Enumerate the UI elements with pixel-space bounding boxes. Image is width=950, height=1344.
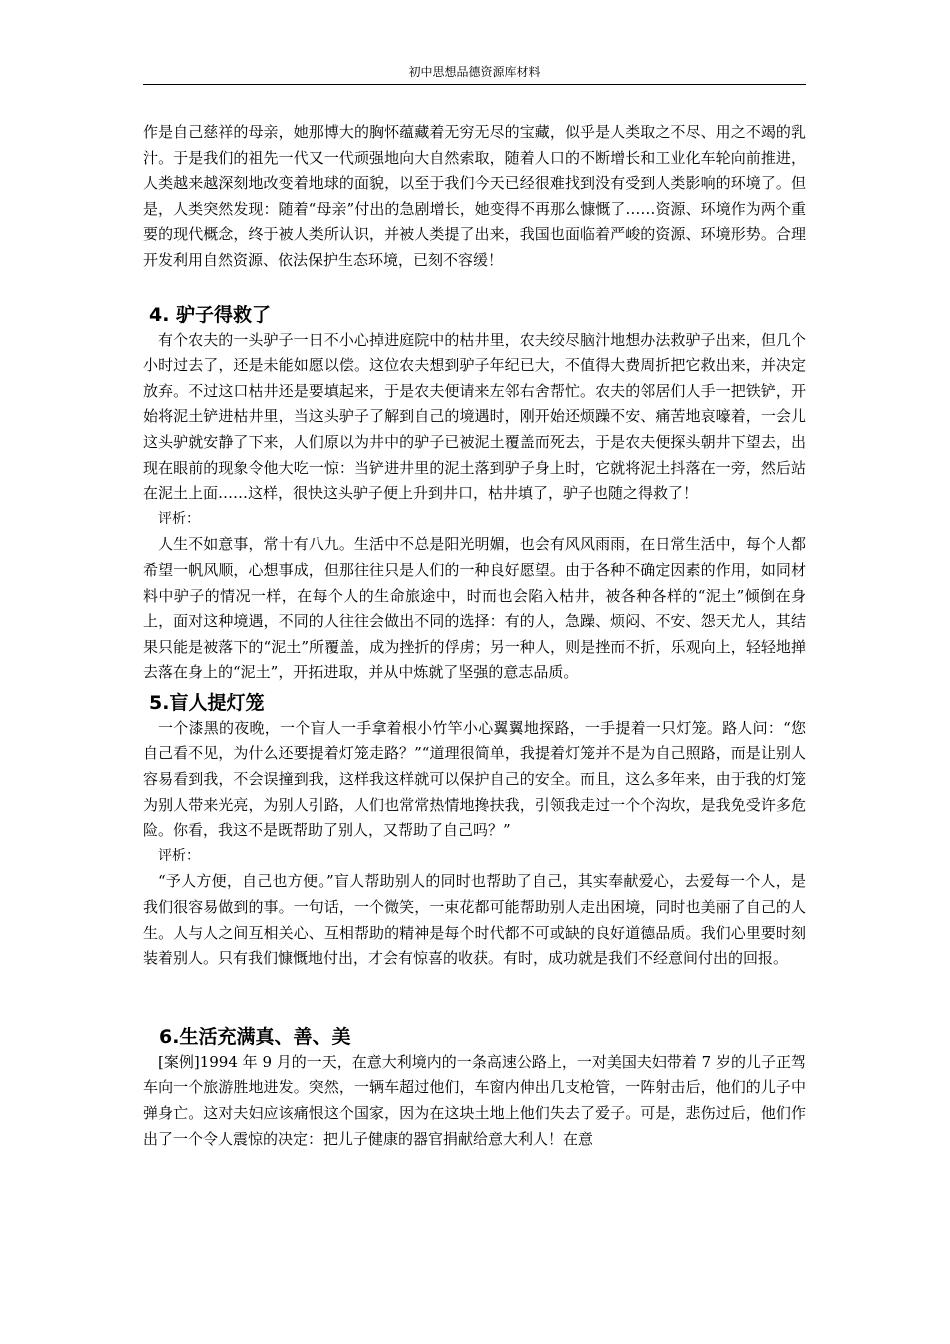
section-4-title: 4. 驴子得救了 [149, 303, 272, 326]
section-5-title: 5.盲人提灯笼 [149, 691, 265, 714]
section-4-story: 有个农夫的一头驴子一日不小心掉进庭院中的枯井里，农夫绞尽脑汁地想办法救驴子出来，但几个小时过去了，还是未能如愿以偿。这位农夫想到驴子年纪已大，不值得大费周折把它救出来，并决定放弃。不过这口枯井还是要填起来，于是农夫便请来左邻右舍帮忙。农夫的邻居们人手一把铁铲，开始将泥土铲进枯井里，当这头驴子了解到自己的境遇时，刚开始还烦躁不安、痛苦地哀嚎着，一会儿这头驴就安静了下来，人们原以为井中的驴子已被泥土覆盖而死去，于是农夫便探头朝井下望去，出现在眼前的现象令他大吃一惊：当铲进井里的泥土落到驴子身上时，它就将泥土抖落在一旁，然后站在泥土上面……这样，很快这头驴子便上升到井口，枯井填了，驴子也随之得救了！ [143, 330, 806, 503]
section-5-story: 一个漆黑的夜晚，一个盲人一手拿着根小竹竿小心翼翼地探路，一手提着一只灯笼。路人问：“您自己看不见，为什么还要提着灯笼走路？”“道理很简单，我提着灯笼并不是为自己照路，而是让别人容易看到我，不会误撞到我，这样我这样就可以保护自己的安全。而且，这么多年来，由于我的灯笼为别人带来光亮，为别人引路，人们也常常热情地搀扶我，引领我走过一个个沟坎，是我免受许多危险。你看，我这不是既帮助了别人，又帮助了自己吗？” [143, 718, 806, 840]
intro-paragraph: 作是自己慈祥的母亲，她那博大的胸怀蕴藏着无穷无尽的宝藏，似乎是人类取之不尽、用之不竭的乳汁。于是我们的祖先一代又一代顽强地向大自然索取，随着人口的不断增长和工业化车轮向前推进，人类越来越深刻地改变着地球的面貌，以至于我们今天已经很难找到没有受到人类影响的环境了。但是，人类突然发现：随着“母亲”付出的急剧增长，她变得不再那么慷慨了……资源、环境作为两个重要的现代概念，终于被人类所认识，并被人类提了出来，我国也面临着严峻的资源、环境形势。合理开发利用自然资源、依法保护生态环境，已刻不容缓！ [143, 123, 806, 269]
section-5-comment-label: 评析： [158, 847, 200, 864]
section-4-comment: 人生不如意事，常十有八九。生活中不总是阳光明媚，也会有风风雨雨，在日常生活中，每个人都希望一帆风顺，心想事成，但那往往只是人们的一种良好愿望。由于各种不确定因素的作用，如同材料中驴子的情况一样，在每个人的生命旅途中，时而也会陷入枯井，被各种各样的“泥土”倾倒在身上，面对这种境遇，不同的人往往会做出不同的选择：有的人，急躁、烦闷、不安、怨天尤人，其结果只能是被落下的“泥土”所覆盖，成为挫折的俘虏；另一种人，则是挫而不折，乐观向上，轻轻地掸去落在身上的“泥土”，开拓进取，并从中炼就了坚强的意志品质。 [143, 535, 806, 682]
document-body [143, 120, 806, 1152]
page-header: 初中思想品德资源库材料 [143, 64, 806, 85]
section-6-story: [案例]1994 年 9 月的一天，在意大利境内的一条高速公路上，一对美国夫妇带着 7 岁的儿子正驾车向一个旅游胜地进发。突然，一辆车超过他们，车窗内伸出几支枪管，一阵射击后，他们的儿子中弹身亡。这对夫妇应该痛恨这个国家，因为在这块土地上他们失去了爱子。可是，悲伤过后，他们作出了一个令人震惊的决定：把儿子健康的器官捐献给意大利人！在意 [143, 1052, 806, 1148]
section-5-comment: “予人方便，自己也方便。”盲人帮助别人的同时也帮助了自己，其实奉献爱心，去爱每一个人，是我们很容易做到的事。一句话，一个微笑，一束花都可能帮助别人走出困境，同时也美丽了自己的人生。人与人之间互相关心、互相帮助的精神是每个时代都不可或缺的良好道德品质。我们心里要时刻装着别人。只有我们慷慨地付出，才会有惊喜的收获。有时，成功就是我们不经意间付出的回报。 [143, 872, 806, 968]
section-4-comment-label: 评析： [158, 510, 200, 527]
section-6-title: 6.生活充满真、善、美 [159, 1025, 351, 1048]
